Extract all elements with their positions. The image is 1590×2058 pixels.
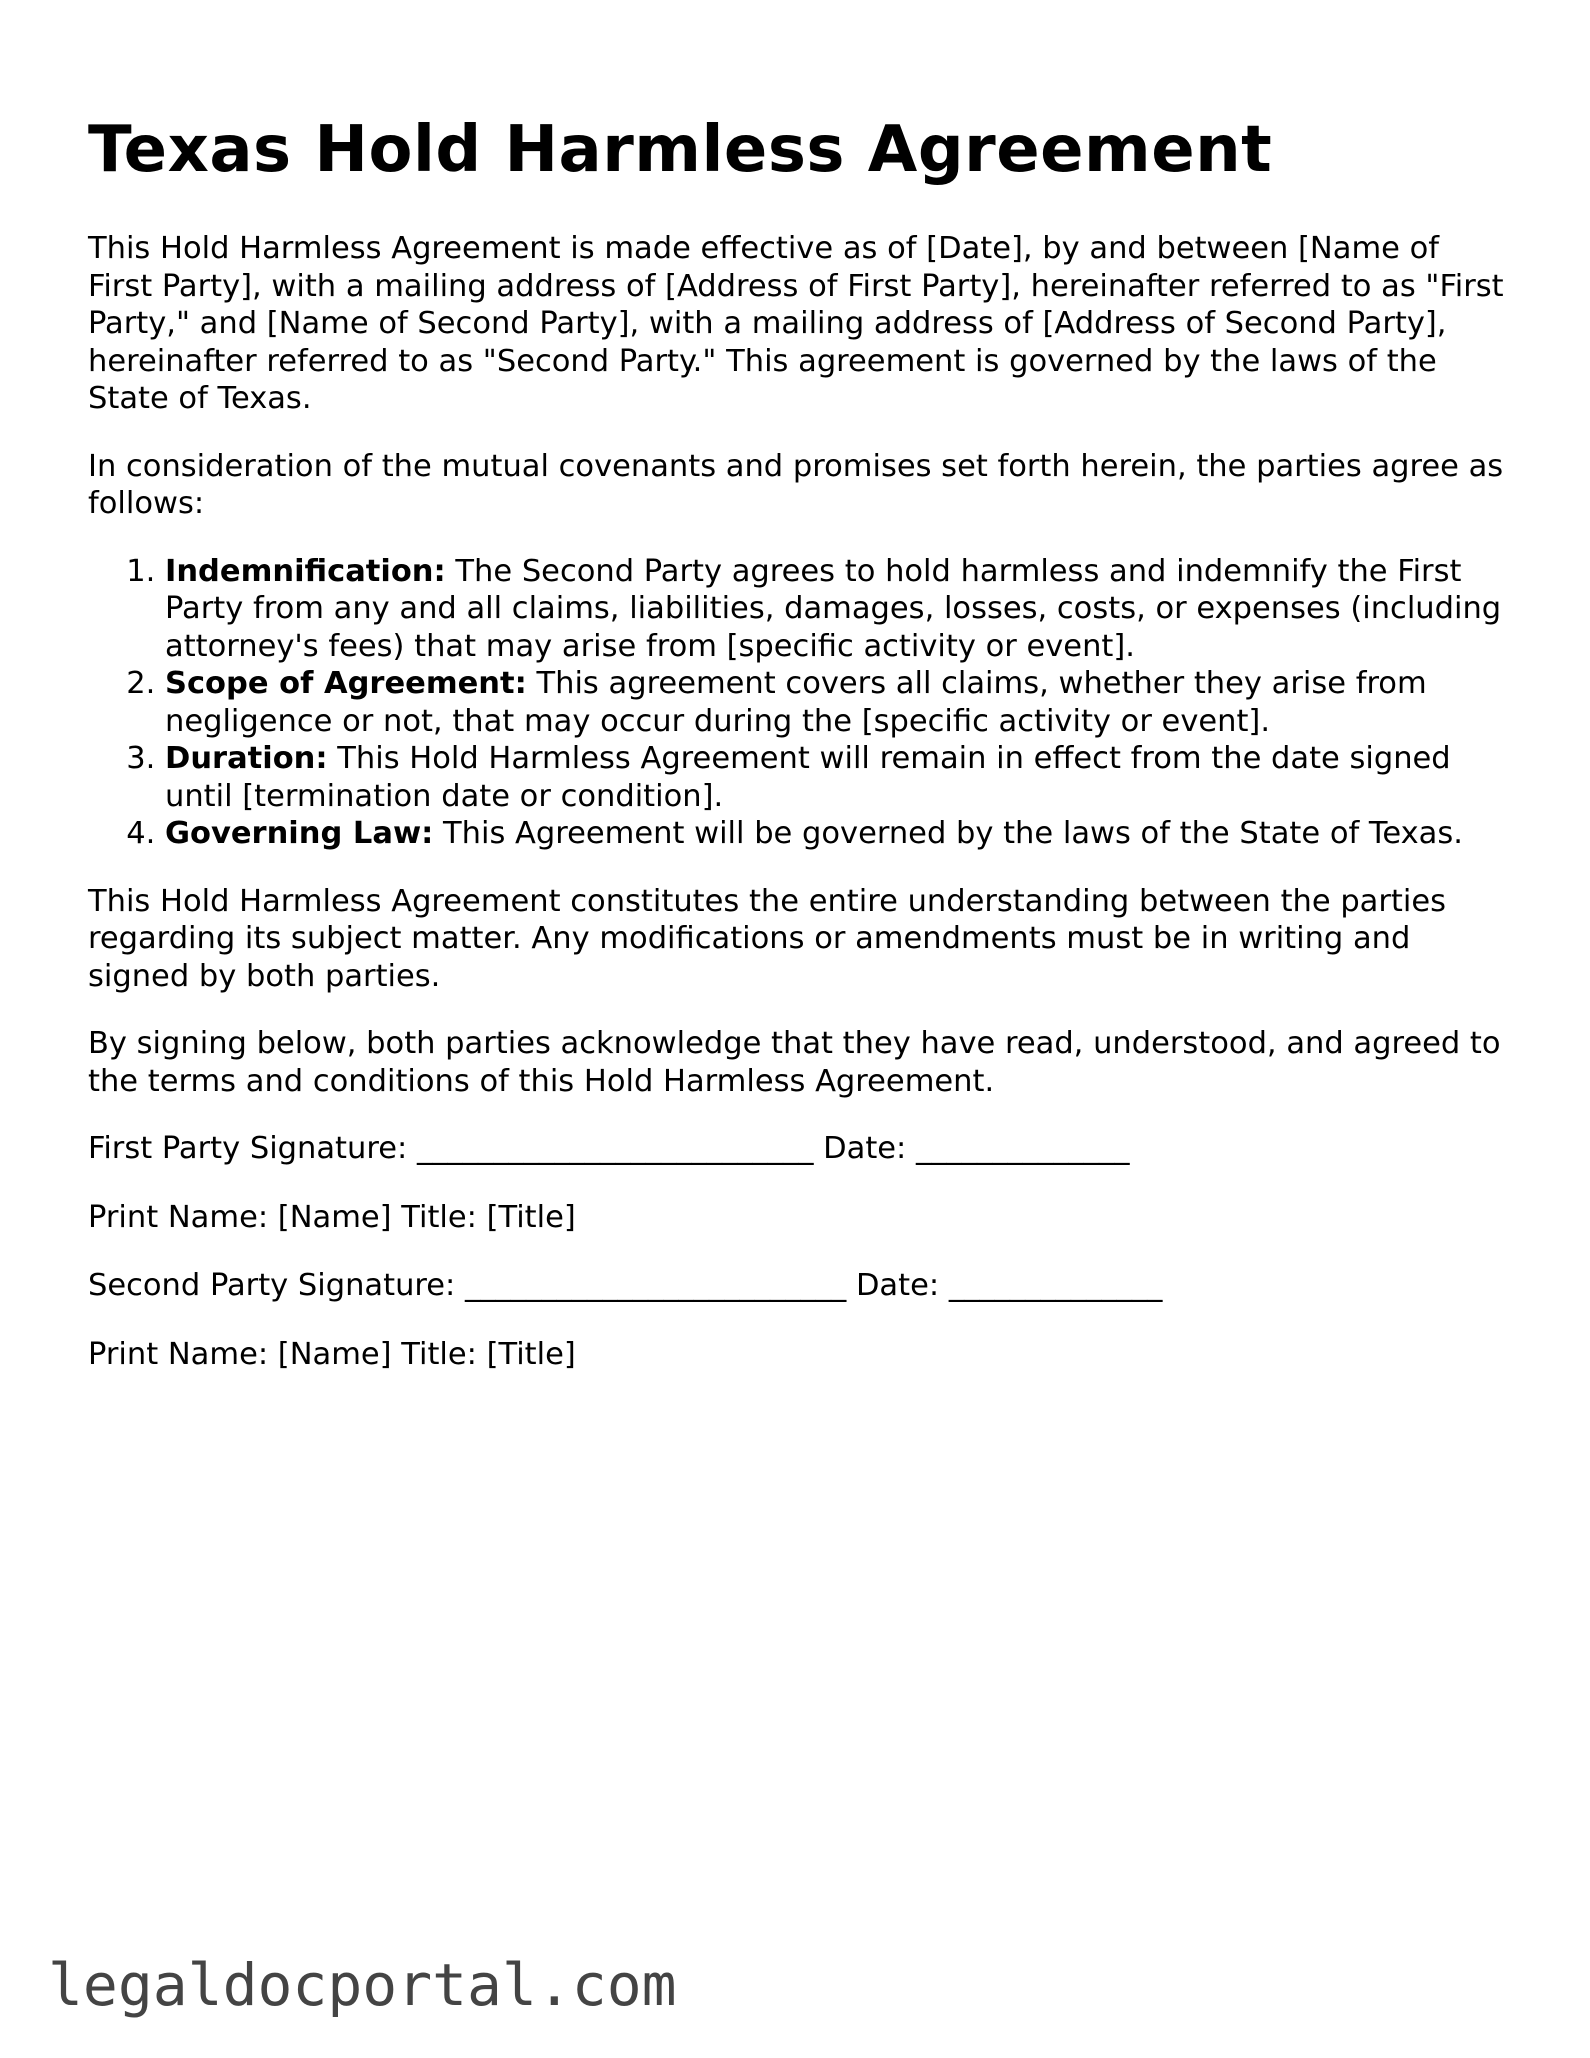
intro-paragraph: This Hold Harmless Agreement is made effective as of [Date], by and between [Name of First Party], with a mailing address of [Address of First Party], hereinafter referred to as "First Party," and [Name of Second Party], with a mailing address of [Address of Second Party], hereinafter referred to as "Second Party." This agreement is governed by the laws of the State of Texas.: [88, 231, 1504, 416]
term-text: This agreement covers all claims, whether they arise from negligence or not, that may occur during the [specific activity or event].: [165, 666, 1427, 739]
term-text: This Agreement will be governed by the laws of the State of Texas.: [433, 816, 1463, 851]
terms-list: [88, 553, 1508, 853]
term-label: Governing Law:: [165, 816, 434, 851]
term-item: [165, 740, 1508, 815]
consideration-paragraph: In consideration of the mutual covenants and promises set forth herein, the parties agree as follows:: [88, 448, 1504, 521]
term-text: This Hold Harmless Agreement will remain in effect from the date signed until [termination date or condition].: [165, 741, 1451, 814]
term-label: Indemnification:: [165, 553, 446, 589]
document-page: [88, 112, 1508, 1404]
second-party-print-line: Print Name: [Name] Title: [Title]: [88, 1336, 576, 1372]
second-party-signature-line[interactable]: Second Party Signature: _________________________ Date: ______________: [88, 1268, 1163, 1303]
first-party-print-line: Print Name: [Name] Title: [Title]: [88, 1199, 576, 1235]
entire-agreement-paragraph: This Hold Harmless Agreement constitutes the entire understanding between the parties regarding its subject matter. Any modifications or amendments must be in writing and signed by both parties.: [88, 883, 1446, 994]
term-item: [165, 815, 1508, 853]
term-label: Scope of Agreement:: [165, 666, 527, 701]
term-label: Duration:: [165, 741, 328, 776]
acknowledgment-paragraph: By signing below, both parties acknowledge that they have read, understood, and agreed to the terms and conditions of this Hold Harmless Agreement.: [88, 1026, 1501, 1099]
term-item: [165, 665, 1508, 740]
term-text: The Second Party agrees to hold harmless and indemnify the First Party from any and all claims, liabilities, damages, losses, costs, or expenses (including attorney's fees) that may arise from [specific activity or event].: [165, 553, 1502, 664]
term-item: [165, 553, 1508, 666]
first-party-signature-line[interactable]: First Party Signature: __________________________ Date: ______________: [88, 1131, 1130, 1166]
document-title: Texas Hold Harmless Agreement: [88, 113, 1273, 187]
watermark-text: legaldocportal.com: [48, 1951, 677, 2019]
